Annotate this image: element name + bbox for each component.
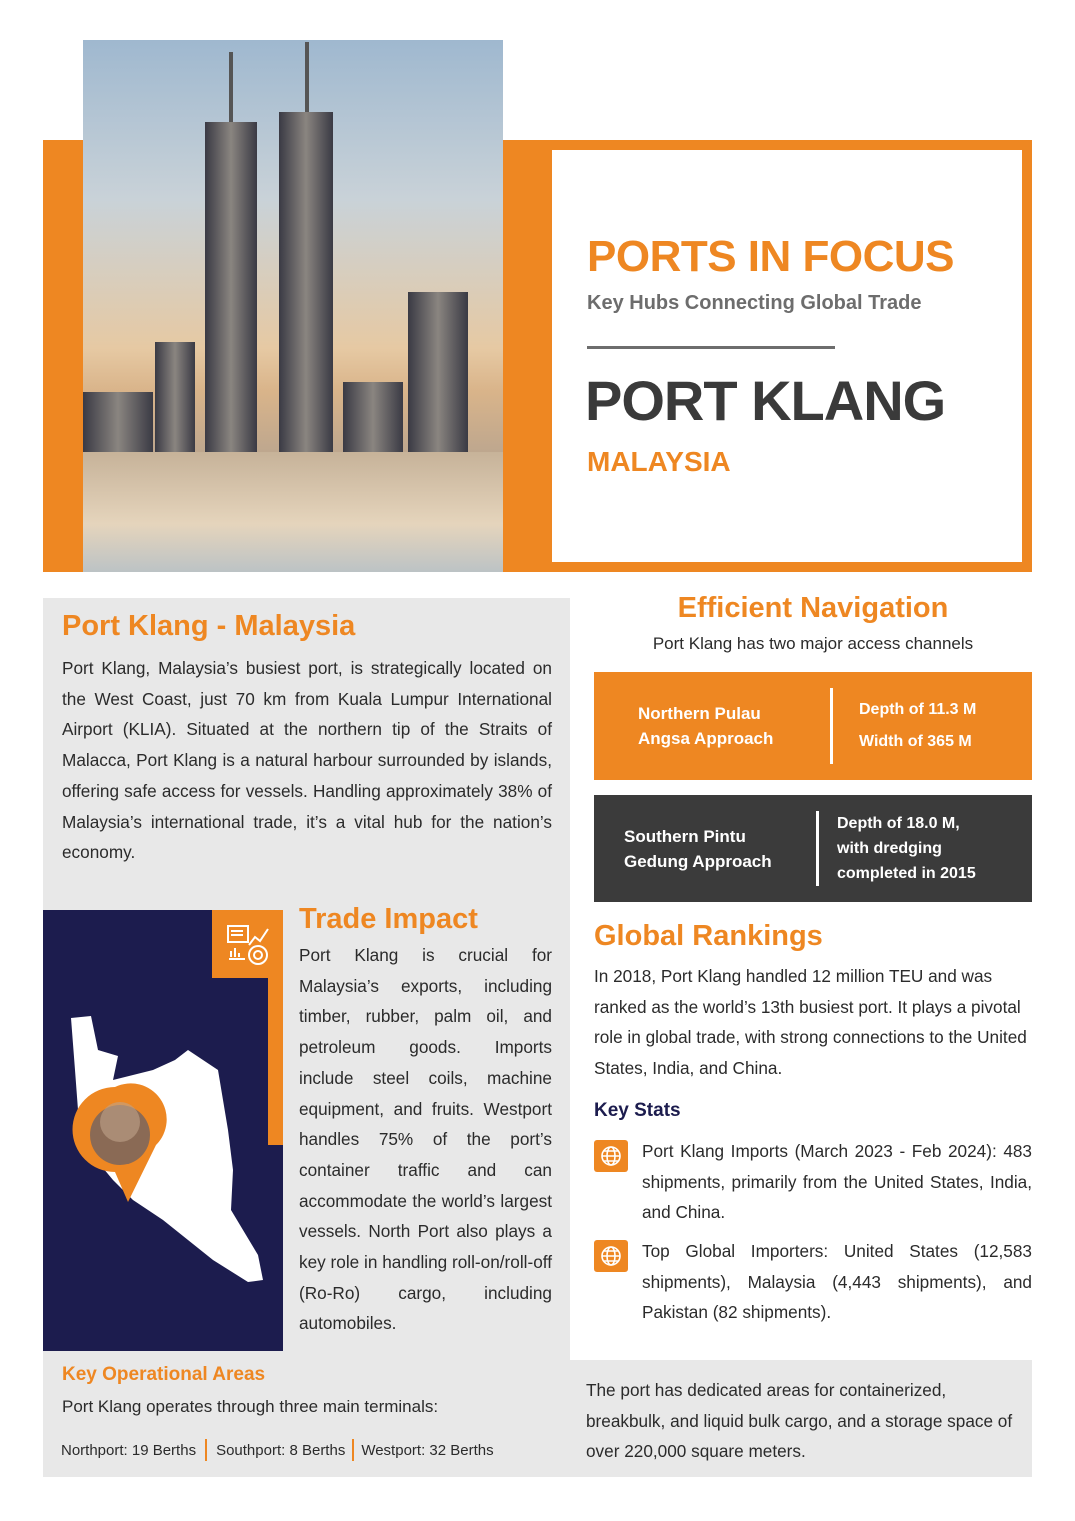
stat-text: Port Klang Imports (March 2023 - Feb 2024): 483 shipments, primarily from the United States, India, and China.	[642, 1141, 1032, 1223]
channel-southern	[594, 795, 1032, 902]
channel-depth: Depth of 18.0 M,	[837, 815, 960, 832]
rankings-body: In 2018, Port Klang handled 12 million TEU and was ranked as the world’s 13th busiest port. It plays a pivotal role in global trade, with strong connections to the United States, India, and China.	[594, 966, 1027, 1079]
channel-name: Gedung Approach	[624, 851, 772, 871]
globe-icon	[594, 1240, 628, 1272]
channel-name: Northern Pulau	[638, 704, 761, 723]
intro-body: Port Klang, Malaysia’s busiest port, is strategically located on the West Coast, just 70 km from Kuala Lumpur International Airport (KLIA). Situated at the northern tip of the Straits of Malacca, Port Klang is a natural harbour surrounded by islands, offering safe access for vessels. Handling approximately 38% of Malaysia’s international trade, it’s a vital hub for the nation’s economy.	[62, 658, 552, 863]
navigation-title: Efficient Navigation	[677, 592, 949, 624]
terminal-northport: Northport: 19 Berths	[61, 1441, 197, 1459]
subtitle: Key Hubs Connecting Global Trade	[587, 292, 922, 314]
operations-intro: Port Klang operates through three main terminals:	[62, 1397, 439, 1416]
channel-northern	[594, 672, 1032, 780]
stat-item	[594, 1236, 1032, 1328]
malaysia-map	[43, 910, 283, 1351]
page-title: PORT KLANG	[585, 369, 946, 432]
key-stats-title: Key Stats	[594, 1100, 681, 1121]
operations-title: Key Operational Areas	[62, 1364, 266, 1385]
channel-width: Width of 365 M	[859, 733, 972, 750]
rankings-title: Global Rankings	[594, 920, 823, 952]
terminal-list	[61, 1439, 494, 1461]
terminal-westport: Westport: 32 Berths	[361, 1441, 494, 1459]
channel-name: Angsa Approach	[638, 729, 774, 748]
kicker: PORTS IN FOCUS	[587, 232, 955, 281]
storage-text: The port has dedicated areas for containerized, breakbulk, and liquid bulk cargo, and a storage space of over 220,000 square meters.	[586, 1380, 1013, 1462]
intro-title: Port Klang - Malaysia	[62, 610, 356, 642]
title-box	[552, 150, 1022, 562]
globe-icon	[594, 1140, 628, 1172]
channel-detail: completed in 2015	[837, 865, 976, 882]
country: MALAYSIA	[587, 446, 731, 477]
petronas-towers-photo	[83, 40, 503, 572]
trade-body: Port Klang is crucial for Malaysia’s exports, including timber, rubber, palm oil, and petroleum goods. Imports include steel coils, machine equipment, and fruits. Westport handles 75% of the port’s container traffic and can accommodate the world’s largest vessels. North Port also plays a key role in handling roll-on/roll-off (Ro-Ro) cargo, including automobiles.	[299, 945, 552, 1334]
navigation-subtitle: Port Klang has two major access channels	[652, 634, 974, 653]
trade-title: Trade Impact	[299, 903, 478, 935]
channel-depth: Depth of 11.3 M	[859, 701, 977, 718]
terminal-southport: Southport: 8 Berths	[216, 1441, 346, 1459]
malaysia-map-panel	[43, 910, 283, 1351]
channel-name: Southern Pintu	[624, 826, 746, 846]
channel-detail: with dredging	[837, 840, 942, 857]
divider	[587, 346, 835, 349]
stat-text: Top Global Importers: United States (12,583 shipments), Malaysia (4,443 shipments), and Pakistan (82 shipments).	[642, 1241, 1032, 1323]
stat-item	[594, 1136, 1032, 1228]
